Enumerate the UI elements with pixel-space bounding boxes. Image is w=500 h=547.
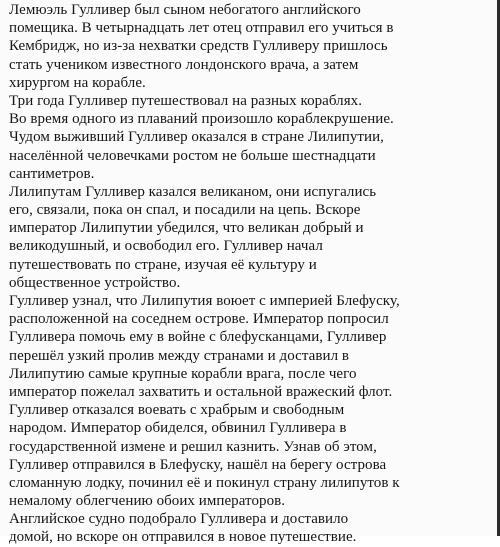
document-text [9,1,497,547]
text-line: великодушный, и освободил его. Гулливер начал [9,238,323,255]
text-line: император Лилипутии убедился, что великан добрый и [9,220,364,237]
text-line: Гулливер узнал, что Лилипутия воюет с империей Блефуску, [9,293,400,309]
text-line: Три года Гулливер путешествовал на разных кораблях. [9,92,363,109]
text-line: расположенной на соседнем острове. Император попросил [9,311,389,328]
text-line: сантиметров. [9,165,95,182]
text-line: помещика. В четырнадцать лет отец отправил его учиться в [9,20,394,37]
text-line: путешествовать по стране, изучая её культуру и [9,256,317,273]
text-line: Кембридж, но из-за нехватки средств Гулливеру пришлось [9,38,388,55]
text-line: его, связали, пока он спал, и посадили на цепь. Вскоре [9,202,361,219]
text-line: общественное устройство. [9,274,181,291]
text-line: Во время одного из плаваний произошло кораблекрушение. [9,111,394,128]
text-line: народом. Император обиделся, обвинил Гулливера в [9,420,347,437]
text-line: населённой человечками ростом не больше шестнадцати [9,147,376,164]
text-line: Гулливера помочь ему в войне с блефусканцами, Гулливер [9,329,387,346]
text-line: Гулливер отказался воевать с храбрым и свободным [9,402,345,419]
text-line: государственной измене и решил казнить. Узнав об этом, [9,438,377,455]
text-line: Гулливер отправился в Блефуску, нашёл на берегу острова [9,456,387,473]
text-line: домой, но вскоре он отправился в новое путешествие. [9,529,357,546]
text-line: Лемюэль Гулливер был сыном небогатого английского [9,2,361,18]
text-line: император пожелал захватить и остальной вражеский флот. [9,383,393,400]
text-line: перешёл узкий пролив между странами и доставил в [9,347,350,364]
text-line: стать учеником известного лондонского врача, а затем [9,56,359,73]
text-line: Лилипутам Гулливер казался великаном, они испугались [9,183,377,200]
text-line: Чудом выживший Гулливер оказался в стране Лилипутии, [9,129,384,146]
text-line: Лилипутию самые крупные корабли врага, после чего [9,365,357,382]
text-line: Английское судно подобрало Гулливера и доставило [9,511,349,528]
text-line: сломанную лодку, починил её и покинул страну лилипутов к [9,474,400,491]
text-line: немалому облегчению обоих императоров. [9,493,286,510]
text-line: хирургом на корабле. [9,74,146,91]
